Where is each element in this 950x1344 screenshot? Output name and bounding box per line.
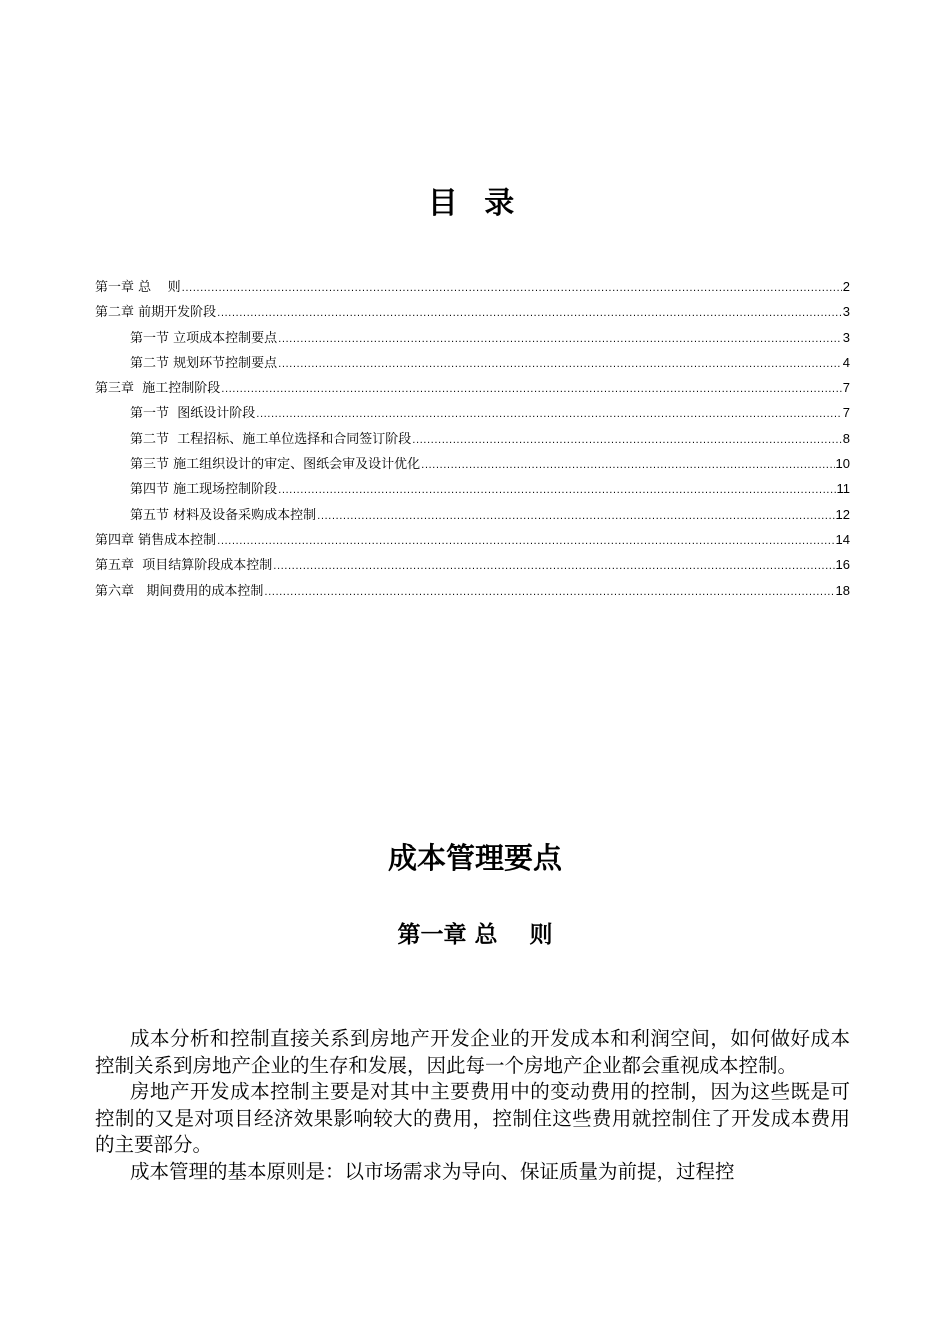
toc-entry-section[interactable] [95, 400, 850, 425]
toc-entry-page: 14 [835, 531, 850, 547]
document-title: 成本管理要点 [387, 841, 562, 875]
toc-entry-section[interactable] [95, 325, 850, 350]
toc-entry-section[interactable] [95, 502, 850, 527]
toc-entry-chapter-6[interactable] [95, 578, 850, 603]
paragraph: 成本分析和控制直接关系到房地产开发企业的开发成本和利润空间，如何做好成本控制关系到房地产企业的生存和发展，因此每一个房地产企业都会重视成本控制。 [95, 1027, 850, 1077]
toc-entry-label: 第六章 期间费用的成本控制 [95, 583, 264, 599]
toc-dot-leader [182, 276, 842, 301]
toc-entry-label: 第二章 前期开发阶段 [95, 305, 217, 321]
toc-entry-page: 8 [842, 430, 850, 446]
toc-dot-leader [217, 301, 842, 326]
toc-entry-label: 第一节 立项成本控制要点 [130, 330, 278, 346]
toc-entry-chapter-3[interactable] [95, 375, 850, 400]
toc-entry-section[interactable] [95, 426, 850, 451]
toc-entry-chapter-4[interactable] [95, 527, 850, 552]
toc-dot-leader [412, 428, 842, 453]
toc-entry-page: 3 [842, 304, 850, 320]
toc-entry-section[interactable] [95, 451, 850, 476]
toc-entry-chapter-2[interactable] [95, 299, 850, 324]
toc-dot-leader [273, 554, 834, 579]
toc-dot-leader [278, 352, 842, 377]
toc-entry-section[interactable] [95, 476, 850, 501]
toc-entry-page: 7 [842, 405, 850, 421]
toc-entry-label: 第五节 材料及设备采购成本控制 [130, 507, 317, 523]
table-of-contents [95, 274, 850, 603]
toc-entry-label: 第三章 施工控制阶段 [95, 381, 221, 397]
toc-entry-section[interactable] [95, 350, 850, 375]
toc-entry-page: 3 [842, 329, 850, 345]
toc-entry-chapter-5[interactable] [95, 552, 850, 577]
toc-title: 目 录 [427, 186, 523, 221]
toc-entry-label: 第五章 项目结算阶段成本控制 [95, 558, 273, 574]
toc-dot-leader [221, 377, 842, 402]
toc-entry-page: 7 [842, 380, 850, 396]
toc-dot-leader [256, 402, 842, 427]
toc-entry-label: 第一节 图纸设计阶段 [130, 406, 256, 422]
toc-entry-label: 第四章 销售成本控制 [95, 532, 217, 548]
toc-entry-label: 第二节 工程招标、施工单位选择和合同签订阶段 [130, 431, 412, 447]
toc-dot-leader [278, 327, 842, 352]
paragraph: 成本管理的基本原则是：以市场需求为导向、保证质量为前提，过程控 [130, 1159, 735, 1183]
toc-entry-page: 10 [835, 456, 850, 472]
toc-entry-page: 2 [842, 279, 850, 294]
toc-entry-chapter-1[interactable] [95, 274, 850, 299]
toc-entry-page: 18 [835, 582, 850, 598]
body-text [95, 1026, 850, 1185]
toc-dot-leader [264, 580, 834, 605]
toc-dot-leader [278, 478, 835, 503]
toc-dot-leader [217, 529, 834, 554]
toc-entry-page: 12 [835, 506, 850, 522]
toc-dot-leader [317, 504, 834, 529]
chapter-title: 第一章 总 则 [397, 921, 553, 948]
toc-entry-label: 第四节 施工现场控制阶段 [130, 482, 278, 498]
paragraph: 房地产开发成本控制主要是对其中主要费用中的变动费用的控制，因为这些既是可控制的又是对项目经济效果影响较大的费用，控制住这些费用就控制住了开发成本费用的主要部分。 [95, 1080, 850, 1156]
toc-entry-page: 16 [835, 557, 850, 573]
toc-dot-leader [421, 453, 834, 478]
toc-entry-page: 4 [842, 354, 850, 370]
toc-entry-label: 第三节 施工组织设计的审定、图纸会审及设计优化 [130, 457, 421, 473]
toc-entry-page: 11 [836, 481, 850, 497]
toc-entry-label: 第二节 规划环节控制要点 [130, 355, 278, 371]
toc-entry-label: 第一章 总 则 [95, 280, 181, 295]
